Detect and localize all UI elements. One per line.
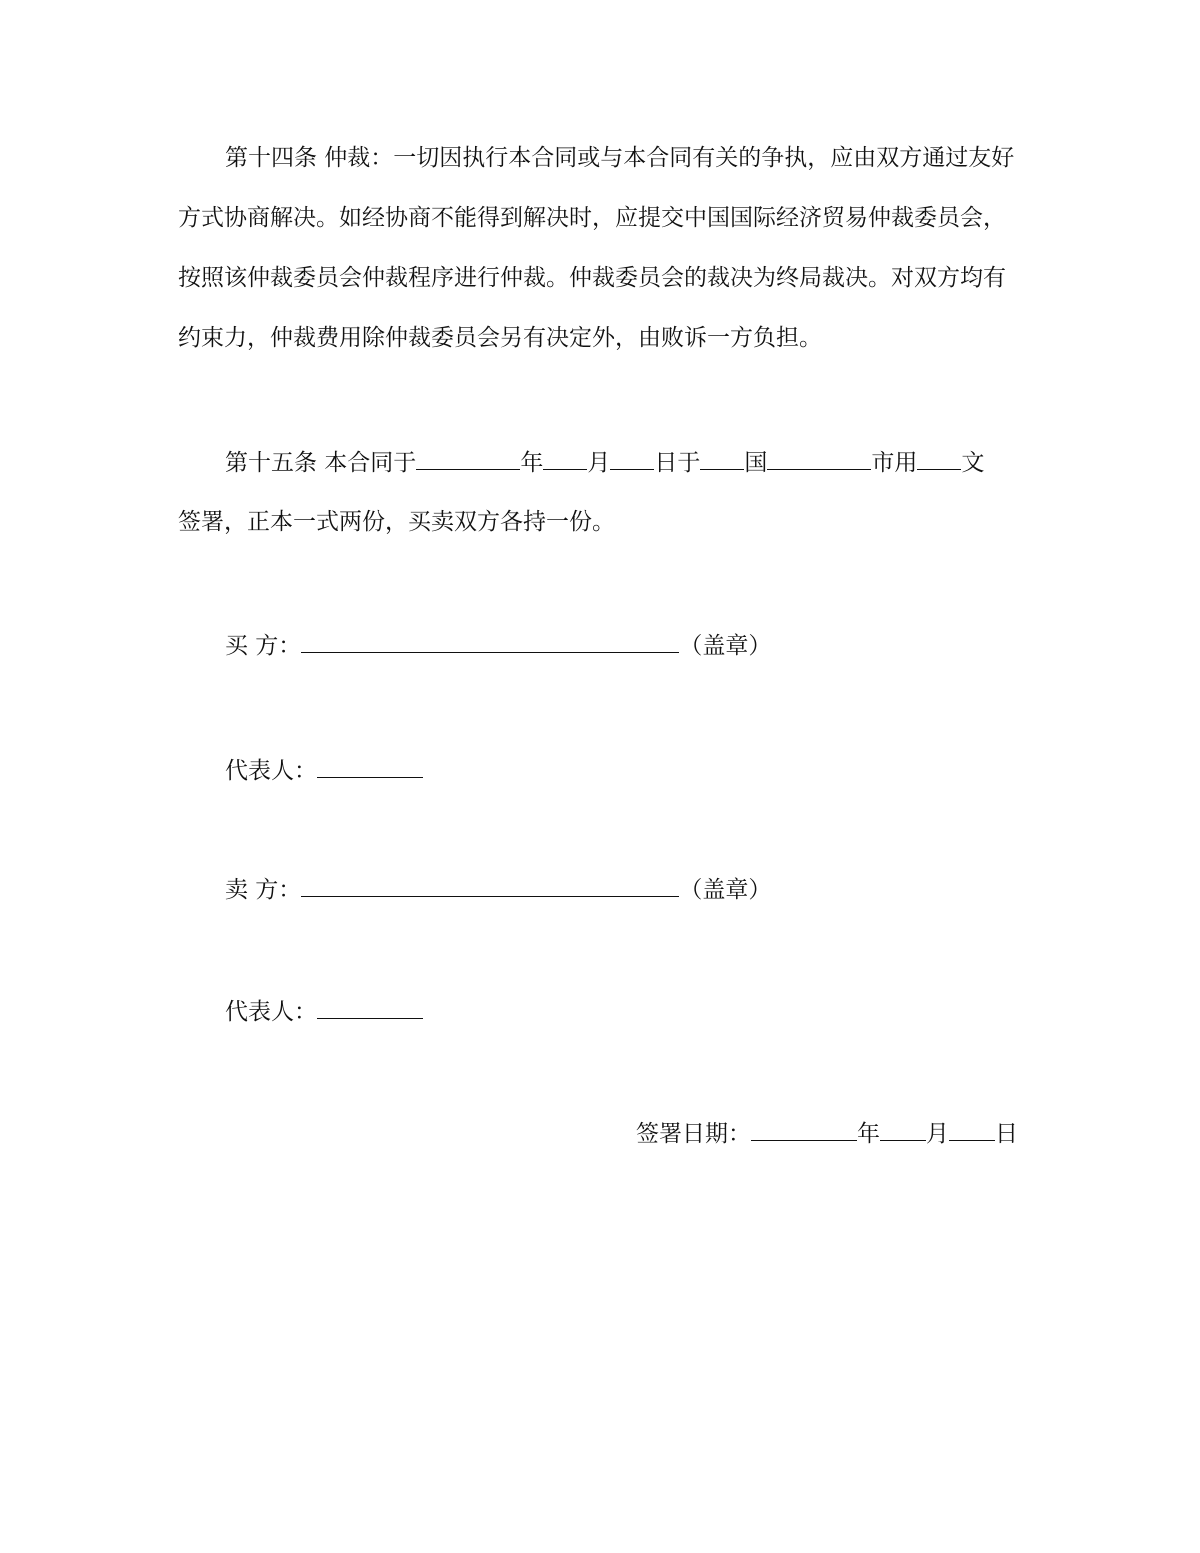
buyer-representative-line	[225, 755, 423, 786]
seller-representative-line	[225, 996, 423, 1027]
article15-country-blank[interactable]	[700, 447, 744, 470]
buyer-representative-blank[interactable]	[317, 755, 423, 778]
article15-month-blank[interactable]	[543, 447, 587, 470]
signing-month-label: 月	[926, 1121, 949, 1147]
seller-label: 卖 方：	[225, 877, 302, 903]
article15-city-label: 市用	[871, 450, 918, 476]
signing-year-blank[interactable]	[751, 1118, 857, 1141]
buyer-seal: （盖章）	[679, 633, 772, 659]
article15-prefix: 第十五条 本合同于	[225, 450, 417, 476]
article15-day-blank[interactable]	[610, 447, 654, 470]
article15-language-blank[interactable]	[917, 447, 961, 470]
buyer-representative-label: 代表人：	[225, 758, 317, 784]
signing-date-line	[636, 1118, 1018, 1149]
article15-line-1	[225, 447, 984, 478]
article14-line-1: 第十四条 仲裁：一切因执行本合同或与本合同有关的争执，应由双方通过友好	[225, 145, 1015, 171]
signing-day-blank[interactable]	[949, 1118, 995, 1141]
article15-day-label: 日于	[654, 450, 701, 476]
article15-city-blank[interactable]	[767, 447, 871, 470]
seller-name-blank[interactable]	[301, 874, 679, 897]
article15-country-label: 国	[744, 450, 768, 476]
buyer-line	[225, 630, 771, 661]
article15-year-blank[interactable]	[416, 447, 520, 470]
buyer-name-blank[interactable]	[301, 630, 679, 653]
seller-representative-label: 代表人：	[225, 999, 317, 1025]
seller-seal: （盖章）	[679, 877, 772, 903]
article14-line-3: 按照该仲裁委员会仲裁程序进行仲裁。仲裁委员会的裁决为终局裁决。对双方均有	[178, 265, 1006, 291]
seller-line	[225, 874, 771, 905]
signing-year-label: 年	[857, 1121, 880, 1147]
signing-month-blank[interactable]	[880, 1118, 926, 1141]
article15-year-label: 年	[520, 450, 544, 476]
article15-language-label: 文	[961, 450, 985, 476]
article15-line-2: 签署，正本一式两份，买卖双方各持一份。	[178, 509, 615, 535]
article14-line-4: 约束力，仲裁费用除仲裁委员会另有决定外，由败诉一方负担。	[178, 325, 822, 351]
article14-line-2: 方式协商解决。如经协商不能得到解决时，应提交中国国际经济贸易仲裁委员会，	[178, 205, 1006, 231]
signing-day-label: 日	[995, 1121, 1018, 1147]
buyer-label: 买 方：	[225, 633, 302, 659]
signing-date-label: 签署日期：	[636, 1121, 751, 1147]
seller-representative-blank[interactable]	[317, 996, 423, 1019]
article15-month-label: 月	[587, 450, 611, 476]
